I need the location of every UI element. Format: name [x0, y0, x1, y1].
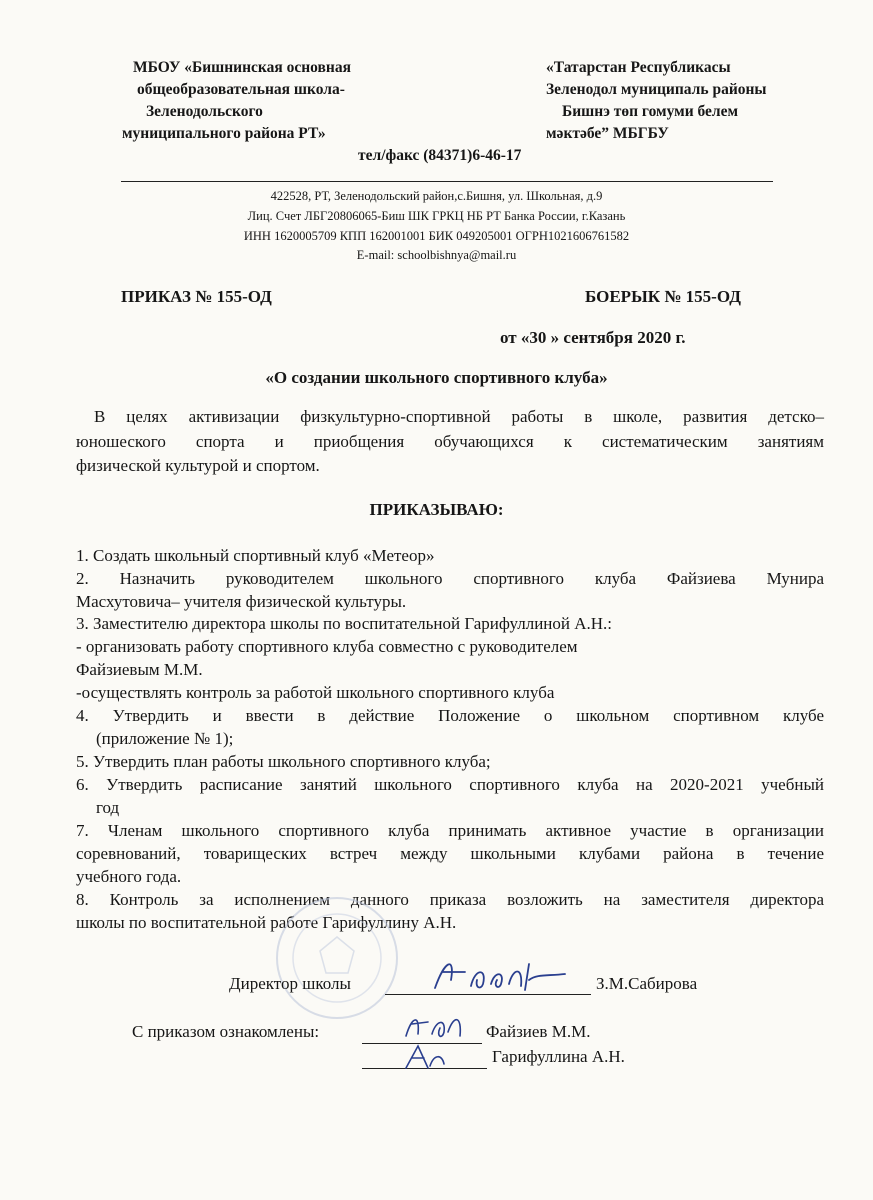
- item-7-line-2: соревнований, товарищеских встреч между школьными клубами района в течение: [76, 844, 824, 863]
- item-4-line-2: (приложение № 1);: [96, 729, 234, 748]
- header-left-line-2: общеобразовательная школа-: [137, 81, 345, 98]
- item-7-line-3: учебного года.: [76, 867, 182, 886]
- requisites-codes: ИНН 1620005709 КПП 162001001 БИК 049205001 ОГРН1021606761582: [243, 229, 630, 243]
- requisites-account: Лиц. Счет ЛБГ20806065-Биш ШК ГРКЦ НБ РТ Банка России, г.Казань: [247, 209, 626, 223]
- header-right-line-2: Зеленодол муниципаль районы: [546, 81, 767, 98]
- requisites-address: 422528, РТ, Зеленодольский район,с.Бишня, ул. Школьная, д.9: [270, 189, 603, 203]
- header-left-line-3: Зеленодольского: [146, 103, 263, 120]
- requisites-email: E-mail: schoolbishnya@mail.ru: [356, 248, 517, 262]
- preamble-line-2: юношеского спорта и приобщения обучающихся к систематическим занятиям: [76, 432, 824, 451]
- preamble-line-3: физической культурой и спортом.: [76, 456, 320, 475]
- item-6-line-2: год: [96, 798, 120, 817]
- ack-name-1: Файзиев М.М.: [486, 1022, 591, 1041]
- item-6-line-1: 6. Утвердить расписание занятий школьного спортивного клуба на 2020-2021 учебный: [76, 775, 824, 794]
- item-5: 5. Утвердить план работы школьного спортивного клуба;: [76, 752, 491, 771]
- preamble-line-1: В целях активизации физкультурно-спортивной работы в школе, развития детско–: [94, 407, 824, 426]
- director-name: З.М.Сабирова: [596, 974, 698, 993]
- director-label: Директор школы: [229, 974, 351, 993]
- item-4-line-1: 4. Утвердить и ввести в действие Положение о школьном спортивном клубе: [76, 706, 824, 725]
- order-number-ru: ПРИКАЗ № 155-ОД: [121, 287, 272, 306]
- item-1: 1. Создать школьный спортивный клуб «Метеор»: [76, 546, 435, 565]
- order-title: «О создании школьного спортивного клуба»: [265, 368, 608, 387]
- item-3: 3. Заместителю директора школы по воспитательной Гарифуллиной А.Н.:: [76, 614, 613, 633]
- header-right-line-1: «Татарстан Республикасы: [546, 59, 731, 76]
- ack-name-2: Гарифуллина А.Н.: [492, 1047, 625, 1066]
- item-2-line-2: Масхутовича– учителя физической культуры.: [76, 592, 407, 611]
- item-7-line-1: 7. Членам школьного спортивного клуба принимать активное участие в организации: [76, 821, 824, 840]
- order-date: от «30 » сентября 2020 г.: [500, 328, 686, 347]
- command-heading: ПРИКАЗЫВАЮ:: [369, 500, 504, 519]
- header-right-line-3: Бишнэ төп гомуми белем: [562, 103, 739, 120]
- ack-label: С приказом ознакомлены:: [132, 1022, 320, 1041]
- header-left-line-4: муниципального района РТ»: [122, 125, 326, 142]
- header-phone: тел/факс (84371)6-46-17: [358, 147, 522, 164]
- header-divider: [121, 181, 773, 182]
- item-3-sub-2: -осуществлять контроль за работой школьного спортивного клуба: [76, 683, 555, 702]
- director-signature: [425, 950, 575, 1000]
- item-8-line-2: школы по воспитательной работе Гарифуллину А.Н.: [76, 913, 457, 932]
- item-8-line-1: 8. Контроль за исполнением данного приказа возложить на заместителя директора: [76, 890, 824, 909]
- order-number-tt: БОЕРЫК № 155-ОД: [585, 287, 741, 306]
- item-3-sub-1: - организовать работу спортивного клуба совместно с руководителем: [76, 637, 578, 656]
- item-2-line-1: 2. Назначить руководителем школьного спортивного клуба Файзиева Мунира: [76, 569, 824, 588]
- header-left-line-1: МБОУ «Бишнинская основная: [133, 59, 351, 76]
- ack-signature-2: [400, 1040, 450, 1075]
- school-stamp: [272, 893, 402, 1023]
- item-3-sub-1-cont: Файзиевым М.М.: [76, 660, 203, 679]
- header-right-line-4: мәктәбе” МБГБУ: [546, 125, 669, 142]
